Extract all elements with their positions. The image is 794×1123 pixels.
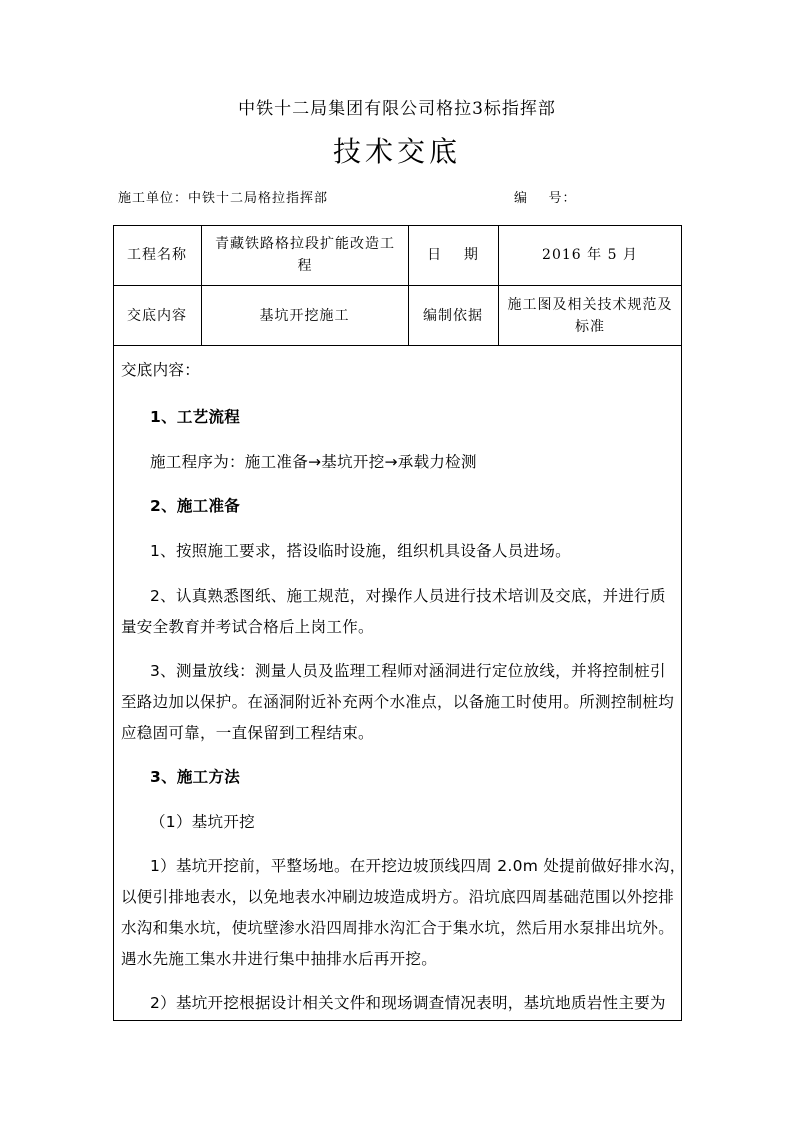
- method-subheading-excavation: （1）基坑开挖: [150, 813, 255, 831]
- basis-label: 编制依据: [423, 307, 483, 324]
- project-name-label: 工程名称: [127, 247, 187, 263]
- preparation-item-3-line-1: 3、测量放线：测量人员及监理工程师对涵洞进行定位放线，并将控制桩引: [150, 662, 666, 680]
- organization-name: 中铁十二局集团有限公司格拉3标指挥部: [238, 99, 556, 119]
- preparation-item-3-line-2: 至路边加以保护。在涵洞附近补充两个水准点，以备施工时使用。所测控制桩均: [121, 693, 675, 711]
- excavation-step-1-line-4: 遇水先施工集水井进行集中抽排水后再开挖。: [121, 950, 438, 968]
- preparation-item-2-line-2: 量安全教育并考试合格后上岗工作。: [121, 618, 374, 636]
- excavation-step-2-line-1: 2）基坑开挖根据设计相关文件和现场调查情况表明，基坑地质岩性主要为: [150, 994, 666, 1012]
- content-value: 基坑开挖施工: [259, 307, 350, 324]
- process-text: 施工程序为：施工准备→基坑开挖→承载力检测: [150, 453, 477, 471]
- construction-unit: 施工单位：中铁十二局格拉指挥部: [118, 191, 329, 206]
- excavation-step-1-line-2: 以便引排地表水，以免地表水冲刷边坡造成坍方。沿坑底四周基础范围以外挖排: [121, 888, 675, 906]
- document-number: 编 号：: [514, 191, 577, 206]
- content-label: 交底内容: [127, 307, 187, 324]
- preparation-item-1: 1、按照施工要求，搭设临时设施，组织机具设备人员进场。: [150, 542, 571, 560]
- section-heading-preparation: 2、施工准备: [150, 497, 241, 515]
- project-name-value: 青藏铁路格拉段扩能改造工程: [215, 236, 395, 274]
- intro-label: 交底内容：: [121, 361, 201, 379]
- document-title: 技术交底: [332, 135, 461, 168]
- section-heading-process: 1、工艺流程: [150, 408, 241, 426]
- preparation-item-2-line-1: 2、认真熟悉图纸、施工规范，对操作人员进行技术培训及交底，并进行质: [150, 587, 666, 605]
- date-label: 日 期: [427, 247, 479, 263]
- section-heading-method: 3、施工方法: [150, 768, 241, 786]
- excavation-step-1-line-3: 水沟和集水坑，使坑壁渗水沿四周排水沟汇合于集水坑，然后用水泵排出坑外。: [121, 919, 675, 937]
- excavation-step-1-line-1: 1）基坑开挖前，平整场地。在开挖边坡顶线四周 2.0m 处提前做好排水沟，: [150, 857, 686, 875]
- basis-value: 施工图及相关技术规范及标准: [507, 296, 673, 335]
- preparation-item-3-line-3: 应稳固可靠，一直保留到工程结束。: [121, 724, 374, 742]
- date-value: 2016 年 5 月: [542, 247, 638, 263]
